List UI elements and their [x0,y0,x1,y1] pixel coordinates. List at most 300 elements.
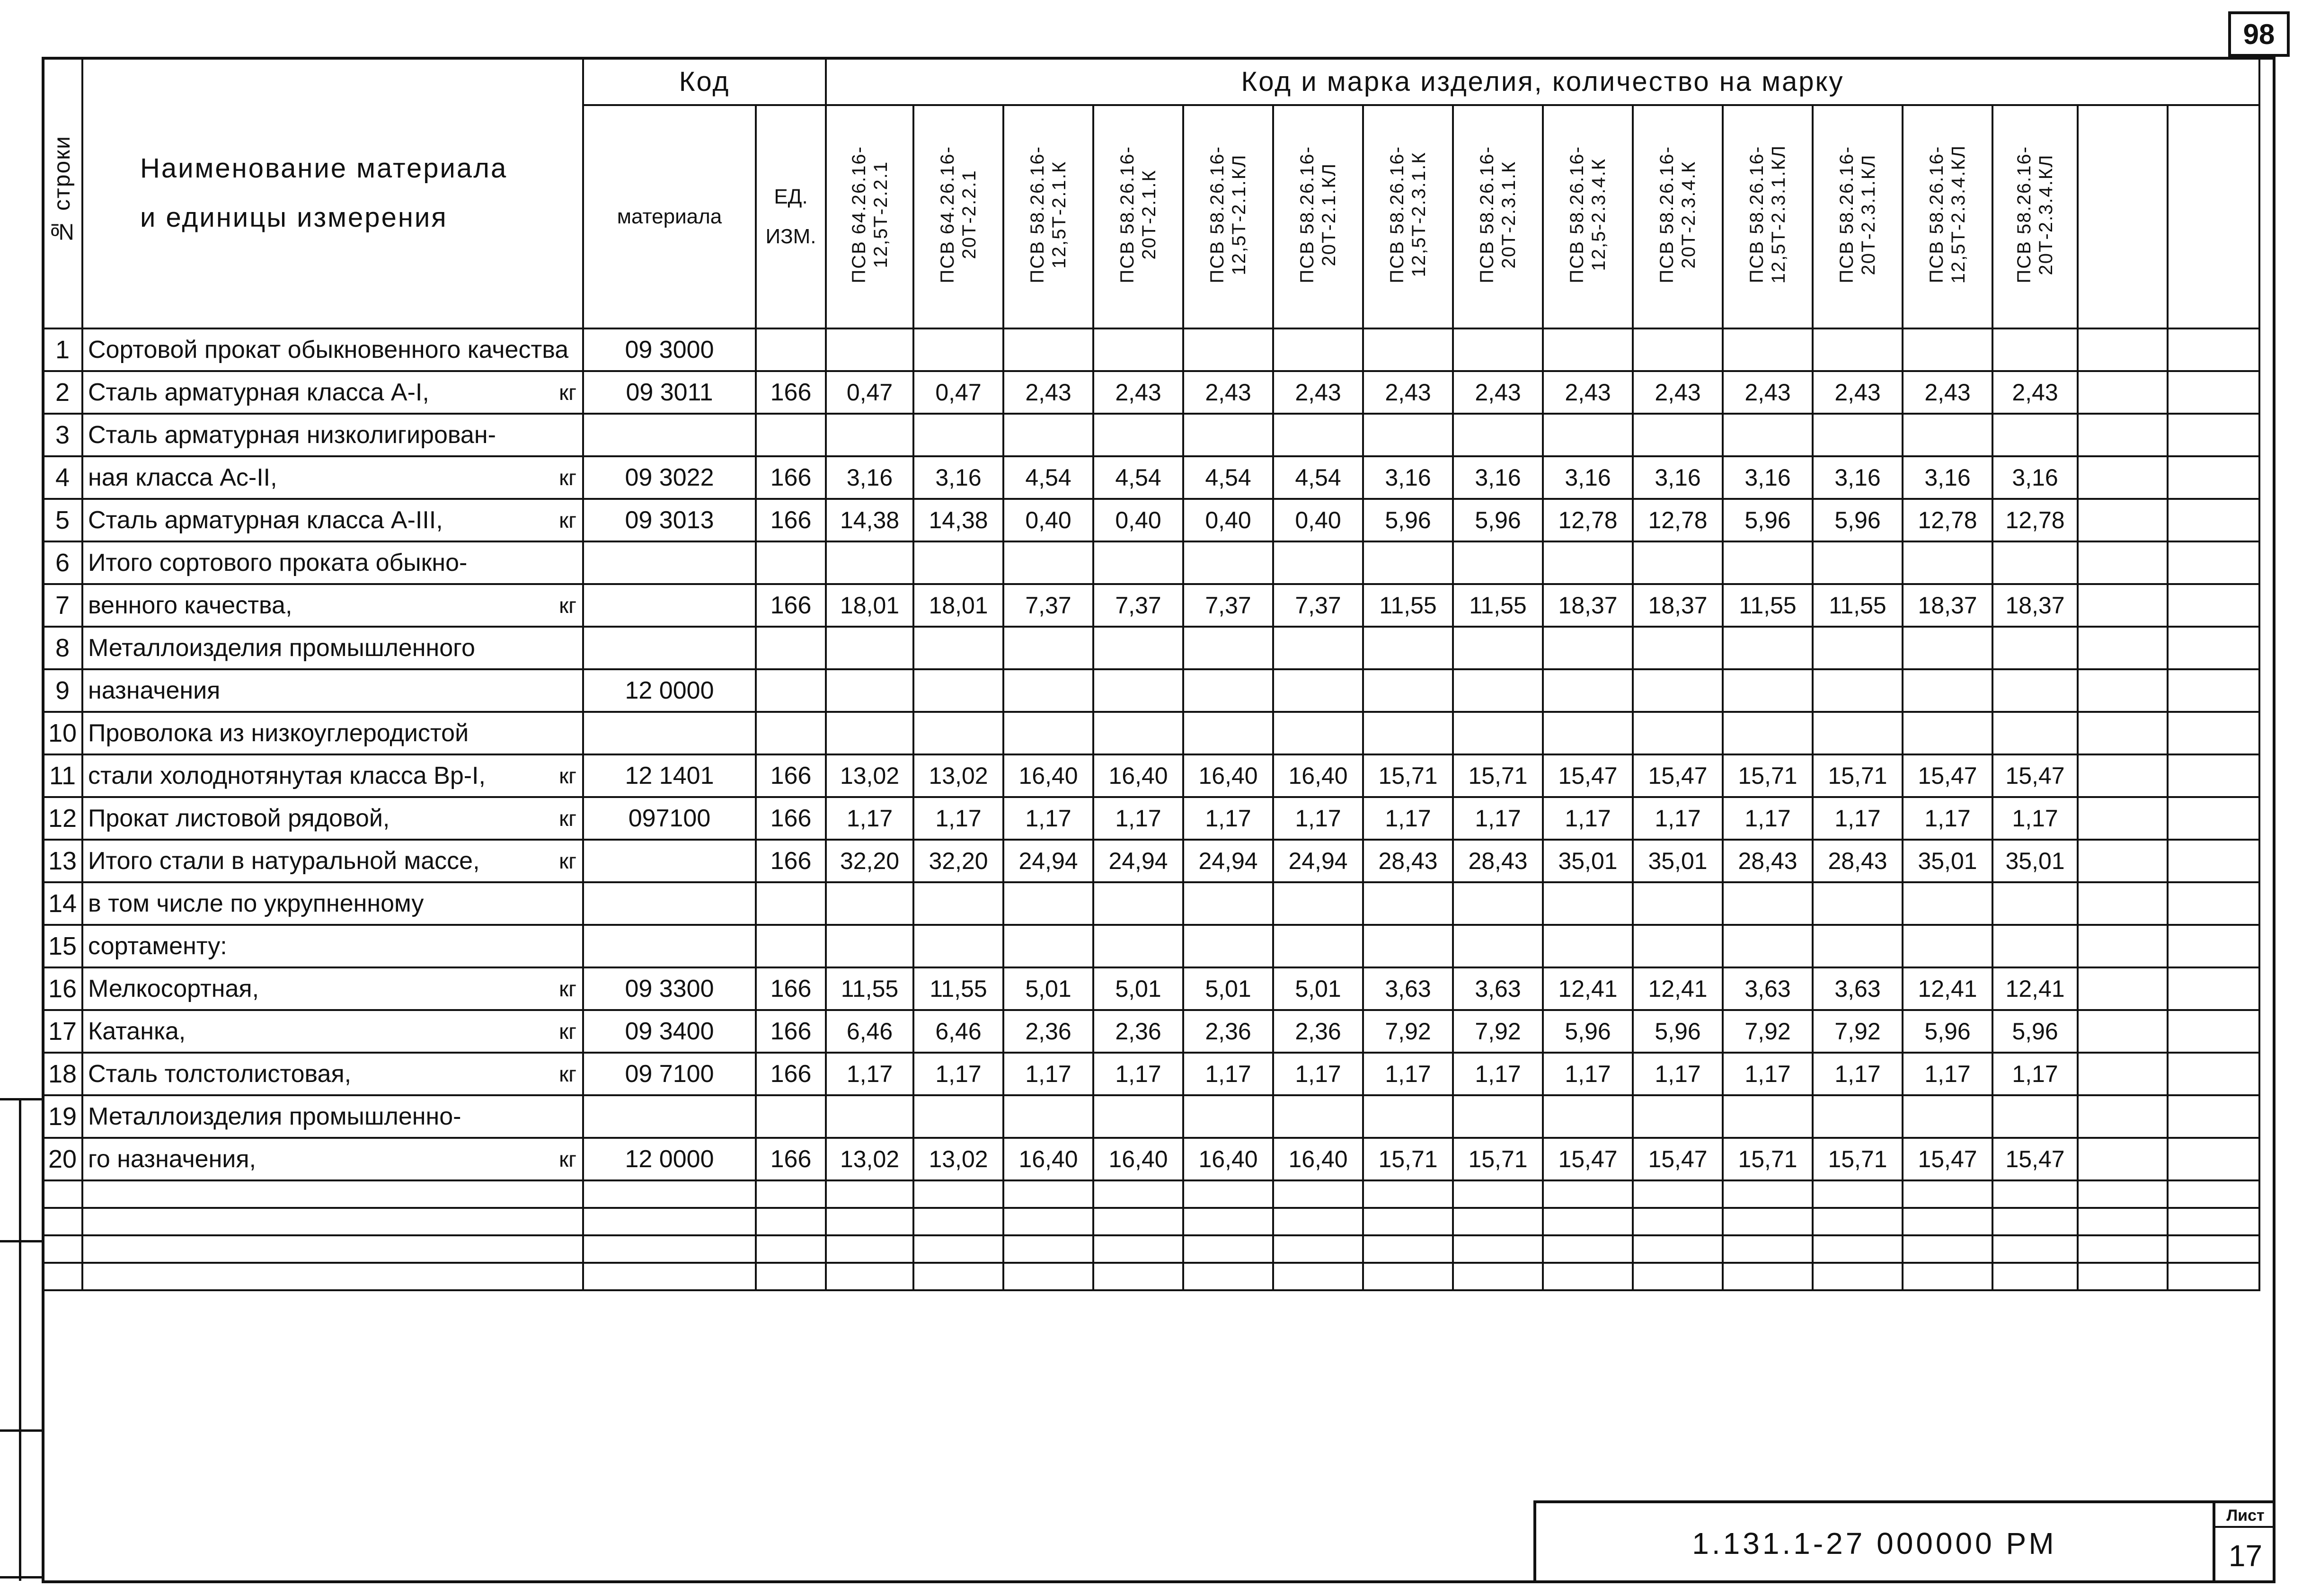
quantity-cell [1543,925,1633,967]
quantity-cell [1003,1095,1093,1138]
material-name [82,456,583,499]
quantity-cell [913,414,1003,456]
quantity-cell [1543,328,1633,371]
material-name [82,414,583,456]
quantity-cell: 7,92 [1453,1010,1543,1053]
empty-cell [1363,1180,1453,1208]
empty-cell [43,1180,82,1208]
mark-header-label: ПСВ 58.26.16- 20Т-2.3.1.КЛ [1836,145,1879,284]
quantity-cell: 2,36 [1273,1010,1363,1053]
quantity-cell [1543,627,1633,669]
mark-header-8 [1453,105,1543,328]
row-number: 16 [43,967,82,1010]
empty-cell [2168,840,2259,882]
quantity-cell: 1,17 [1183,1053,1273,1095]
mark-header-label: ПСВ 58.26.16- 12,5Т-2.3.1.К [1387,145,1429,284]
margin-binding-ticks [0,1098,42,1581]
quantity-cell [1453,669,1543,712]
quantity-cell: 5,96 [1903,1010,1992,1053]
empty-cell [826,1263,913,1290]
material-code [583,1095,756,1138]
empty-cell [2168,882,2259,925]
quantity-cell: 13,02 [826,754,913,797]
material-name [82,541,583,584]
material-code: 09 3011 [583,371,756,414]
quantity-cell [1723,1095,1813,1138]
empty-cell [1453,1208,1543,1235]
material-code: 12 1401 [583,754,756,797]
empty-cell [2168,499,2259,541]
quantity-cell: 15,71 [1723,754,1813,797]
empty-cell [1543,1235,1633,1263]
mark-header-label: ПСВ 64.26.16- 12,5Т-2.2.1 [848,145,891,284]
empty-cell [2078,499,2168,541]
quantity-cell: 28,43 [1453,840,1543,882]
mark-header-5 [1183,105,1273,328]
quantity-cell [1363,1095,1453,1138]
mark-header-label: ПСВ 64.26.16- 20Т-2.2.1 [937,145,980,284]
quantity-cell [1543,669,1633,712]
quantity-cell: 1,17 [1723,797,1813,840]
quantity-cell: 32,20 [826,840,913,882]
empty-cell [1813,1208,1903,1235]
row-number: 11 [43,754,82,797]
quantity-cell [1543,541,1633,584]
empty-cell [1723,1208,1813,1235]
quantity-cell: 6,46 [913,1010,1003,1053]
empty-cell [2168,669,2259,712]
quantity-cell: 12,78 [1903,499,1992,541]
quantity-cell: 2,43 [1723,371,1813,414]
empty-cell [1093,1263,1183,1290]
quantity-cell: 11,55 [1723,584,1813,627]
empty-cell [2168,797,2259,840]
code-group-header: Код [583,58,826,105]
quantity-cell: 15,71 [1723,1138,1813,1180]
quantity-cell: 5,96 [1633,1010,1723,1053]
material-name-text: Металлоизделия промышленного [88,634,475,662]
empty-cell [1453,1180,1543,1208]
empty-cell [2078,414,2168,456]
empty-cell [1723,1263,1813,1290]
table-row [43,925,2259,967]
mark-header-11 [1723,105,1813,328]
quantity-cell: 24,94 [1273,840,1363,882]
row-number: 7 [43,584,82,627]
empty-cell [583,1235,756,1263]
material-code: 09 3000 [583,328,756,371]
material-name-text: Сталь арматурная класса А-III, [88,506,443,534]
quantity-cell [826,712,913,754]
empty-cell [2078,541,2168,584]
quantity-cell [1003,712,1093,754]
empty-cell [1633,1208,1723,1235]
empty-cell [2078,328,2168,371]
quantity-cell: 5,96 [1543,1010,1633,1053]
quantity-cell [1273,882,1363,925]
unit-header-line1: ЕД. [774,185,808,209]
table-row [43,499,2259,541]
quantity-cell: 0,40 [1093,499,1183,541]
quantity-cell [1723,328,1813,371]
empty-cell [82,1180,583,1208]
quantity-cell: 5,01 [1183,967,1273,1010]
quantity-cell: 3,16 [1543,456,1633,499]
quantity-cell: 18,37 [1543,584,1633,627]
quantity-cell [1813,1095,1903,1138]
quantity-cell: 1,17 [826,797,913,840]
sheet-label: Лист [2215,1503,2275,1528]
quantity-cell [1363,882,1453,925]
quantity-cell: 15,47 [1903,1138,1992,1180]
empty-cell [2078,1235,2168,1263]
empty-cell [2168,1263,2259,1290]
quantity-cell: 7,92 [1813,1010,1903,1053]
material-name [82,627,583,669]
quantity-cell [1723,712,1813,754]
quantity-cell [1813,669,1903,712]
empty-cell [1453,1263,1543,1290]
quantity-cell: 2,43 [1543,371,1633,414]
empty-cell [82,1235,583,1263]
empty-cell [2078,1208,2168,1235]
table-row [43,754,2259,797]
quantity-cell [826,669,913,712]
quantity-cell: 2,43 [1813,371,1903,414]
quantity-cell: 1,17 [1183,797,1273,840]
table-row [43,1010,2259,1053]
quantity-cell [1633,1095,1723,1138]
empty-cell [1093,1180,1183,1208]
quantity-cell: 24,94 [1183,840,1273,882]
empty-cell [1992,1208,2078,1235]
mark-header-13 [1903,105,1992,328]
mark-header-label: ПСВ 58.26.16- 20Т-2.3.4.К [1656,145,1699,284]
quantity-cell [913,712,1003,754]
material-name [82,712,583,754]
material-name-text: ная класса Ас-II, [88,464,277,491]
material-name [82,797,583,840]
empty-cell [2168,967,2259,1010]
quantity-cell: 0,40 [1003,499,1093,541]
quantity-cell [1992,414,2078,456]
material-name [82,371,583,414]
material-name-text: Мелкосортная, [88,975,259,1002]
quantity-cell: 13,02 [826,1138,913,1180]
empty-cell [2168,1010,2259,1053]
quantity-cell [1363,328,1453,371]
quantity-cell: 16,40 [1003,1138,1093,1180]
empty-cell [1723,1180,1813,1208]
quantity-cell [913,669,1003,712]
material-name-text: Сортовой прокат обыкновенного качества [88,336,569,364]
empty-cell [1633,1180,1723,1208]
quantity-cell [826,627,913,669]
blank-row [43,1208,2259,1235]
quantity-cell [1543,414,1633,456]
empty-cell [1003,1180,1093,1208]
unit-code: 166 [756,499,826,541]
material-name [82,1095,583,1138]
table-row [43,712,2259,754]
quantity-cell: 1,17 [1273,797,1363,840]
empty-cell [82,1263,583,1290]
quantity-cell [1273,541,1363,584]
quantity-cell [1903,925,1992,967]
quantity-cell: 12,78 [1543,499,1633,541]
row-number: 4 [43,456,82,499]
quantity-cell: 16,40 [1093,1138,1183,1180]
table-row [43,541,2259,584]
quantity-cell [1183,627,1273,669]
empty-cell [2078,584,2168,627]
material-code [583,712,756,754]
material-name-header-line1: Наименование материала [140,152,508,184]
table-row [43,627,2259,669]
mark-header-label: ПСВ 58.26.16- 12,5Т-2.3.1.КЛ [1746,145,1789,284]
mark-header-1 [826,105,913,328]
unit-code: 166 [756,371,826,414]
page-number: 98 [2228,11,2290,57]
quantity-cell [1003,414,1093,456]
quantity-cell [1543,712,1633,754]
quantity-cell: 11,55 [913,967,1003,1010]
empty-cell [1992,1263,2078,1290]
quantity-cell [1363,669,1453,712]
empty-cell [1992,1235,2078,1263]
quantity-cell: 3,16 [1453,456,1543,499]
quantity-cell [913,541,1003,584]
material-name [82,882,583,925]
mark-header-3 [1003,105,1093,328]
material-name-text: Катанка, [88,1018,186,1045]
quantity-cell: 1,17 [1003,1053,1093,1095]
quantity-cell [1183,669,1273,712]
quantity-cell [1003,627,1093,669]
quantity-cell: 12,41 [1633,967,1723,1010]
empty-cell [826,1208,913,1235]
row-number: 17 [43,1010,82,1053]
quantity-cell: 16,40 [1093,754,1183,797]
empty-cell [1003,1263,1093,1290]
quantity-cell [1633,627,1723,669]
quantity-cell [1723,669,1813,712]
empty-cell [2168,1138,2259,1180]
empty-cell [2168,371,2259,414]
quantity-cell [913,328,1003,371]
material-name [82,925,583,967]
table-row [43,1053,2259,1095]
quantity-cell [1903,414,1992,456]
table-row [43,456,2259,499]
mark-header-empty [2168,105,2259,328]
mark-header-label: ПСВ 58.26.16- 20Т-2.1.КЛ [1297,145,1339,284]
quantity-cell: 35,01 [1633,840,1723,882]
row-number: 2 [43,371,82,414]
quantity-cell [1453,882,1543,925]
quantity-cell [1813,328,1903,371]
quantity-cell [1453,925,1543,967]
empty-cell [2168,754,2259,797]
quantity-cell [1633,669,1723,712]
quantity-cell: 24,94 [1093,840,1183,882]
empty-cell [2078,1053,2168,1095]
quantity-cell [826,1095,913,1138]
material-code: 09 7100 [583,1053,756,1095]
mark-header-6 [1273,105,1363,328]
material-name [82,328,583,371]
empty-cell [1903,1208,1992,1235]
empty-cell [1183,1263,1273,1290]
material-code [583,541,756,584]
row-number: 20 [43,1138,82,1180]
quantity-cell: 15,47 [1543,754,1633,797]
row-number: 18 [43,1053,82,1095]
material-name [82,1138,583,1180]
quantity-cell [913,627,1003,669]
row-number: 9 [43,669,82,712]
unit-header [756,105,826,328]
empty-cell [43,1263,82,1290]
empty-cell [913,1235,1003,1263]
marks-group-header: Код и марка изделия, количество на марку [826,58,2259,105]
quantity-cell: 18,37 [1903,584,1992,627]
empty-cell [2168,1180,2259,1208]
quantity-cell [913,925,1003,967]
unit-code: 166 [756,754,826,797]
quantity-cell [1093,1095,1183,1138]
empty-cell [1992,1180,2078,1208]
quantity-cell [1453,1095,1543,1138]
unit-tag: кг [559,465,576,490]
quantity-cell [1633,328,1723,371]
empty-cell [1003,1208,1093,1235]
table-row [43,1138,2259,1180]
empty-cell [2078,712,2168,754]
mark-header-7 [1363,105,1453,328]
empty-cell [2078,669,2168,712]
quantity-cell: 18,01 [826,584,913,627]
material-name-text: в том числе по укрупненному [88,890,424,917]
empty-cell [1813,1235,1903,1263]
unit-code: 166 [756,1053,826,1095]
quantity-cell: 2,43 [1363,371,1453,414]
quantity-cell [1543,1095,1633,1138]
quantity-cell [1183,1095,1273,1138]
quantity-cell: 12,41 [1992,967,2078,1010]
quantity-cell: 15,47 [1633,1138,1723,1180]
unit-header-line2: ИЗМ. [765,225,816,248]
quantity-cell: 15,71 [1453,754,1543,797]
quantity-cell: 3,16 [1992,456,2078,499]
empty-cell [1003,1235,1093,1263]
material-name [82,840,583,882]
mark-header-2 [913,105,1003,328]
quantity-cell [1363,414,1453,456]
quantity-cell: 15,71 [1813,754,1903,797]
unit-tag: кг [559,806,576,831]
unit-code [756,627,826,669]
row-number: 1 [43,328,82,371]
empty-cell [1633,1235,1723,1263]
quantity-cell [1992,627,2078,669]
quantity-cell: 12,41 [1903,967,1992,1010]
empty-cell [583,1180,756,1208]
quantity-cell: 3,16 [913,456,1003,499]
empty-cell [2168,1235,2259,1263]
material-code: 12 0000 [583,669,756,712]
unit-code: 166 [756,967,826,1010]
quantity-cell: 15,71 [1453,1138,1543,1180]
quantity-cell: 15,47 [1992,1138,2078,1180]
blank-row [43,1235,2259,1263]
material-name [82,584,583,627]
material-code [583,414,756,456]
quantity-cell [826,328,913,371]
quantity-cell [1723,882,1813,925]
empty-cell [913,1180,1003,1208]
blank-row [43,1180,2259,1208]
quantity-cell [1813,882,1903,925]
quantity-cell: 1,17 [1453,1053,1543,1095]
quantity-cell: 11,55 [1363,584,1453,627]
quantity-cell [1273,712,1363,754]
table-row [43,797,2259,840]
quantity-cell: 15,47 [1543,1138,1633,1180]
quantity-cell: 5,01 [1003,967,1093,1010]
quantity-cell [1093,328,1183,371]
quantity-cell: 16,40 [1273,754,1363,797]
quantity-cell: 1,17 [1543,1053,1633,1095]
unit-code: 166 [756,1138,826,1180]
mark-header-9 [1543,105,1633,328]
quantity-cell [1363,925,1453,967]
quantity-cell: 35,01 [1903,840,1992,882]
mark-header-label: ПСВ 58.26.16- 20Т-2.1.К [1117,145,1160,284]
quantity-cell [1813,414,1903,456]
quantity-cell: 3,63 [1453,967,1543,1010]
empty-cell [1813,1180,1903,1208]
empty-cell [1273,1263,1363,1290]
quantity-cell: 6,46 [826,1010,913,1053]
unit-tag: кг [559,508,576,532]
unit-code [756,669,826,712]
quantity-cell: 11,55 [1453,584,1543,627]
empty-cell [2078,840,2168,882]
quantity-cell: 2,43 [1003,371,1093,414]
quantity-cell [1183,414,1273,456]
row-number: 15 [43,925,82,967]
unit-tag: кг [559,1147,576,1171]
quantity-cell [1453,414,1543,456]
quantity-cell [1003,669,1093,712]
material-name-text: назначения [88,677,221,704]
material-name-text: Итого стали в натуральной массе, [88,847,480,875]
quantity-cell [826,414,913,456]
row-number: 3 [43,414,82,456]
quantity-cell: 1,17 [1903,797,1992,840]
quantity-cell: 14,38 [913,499,1003,541]
material-name-text: Прокат листовой рядовой, [88,805,390,832]
material-name-text: сортаменту: [88,932,227,960]
quantity-cell [1723,414,1813,456]
empty-cell [1093,1208,1183,1235]
material-code: 09 3013 [583,499,756,541]
row-number: 12 [43,797,82,840]
empty-cell [913,1208,1003,1235]
material-code [583,882,756,925]
quantity-cell: 7,92 [1723,1010,1813,1053]
